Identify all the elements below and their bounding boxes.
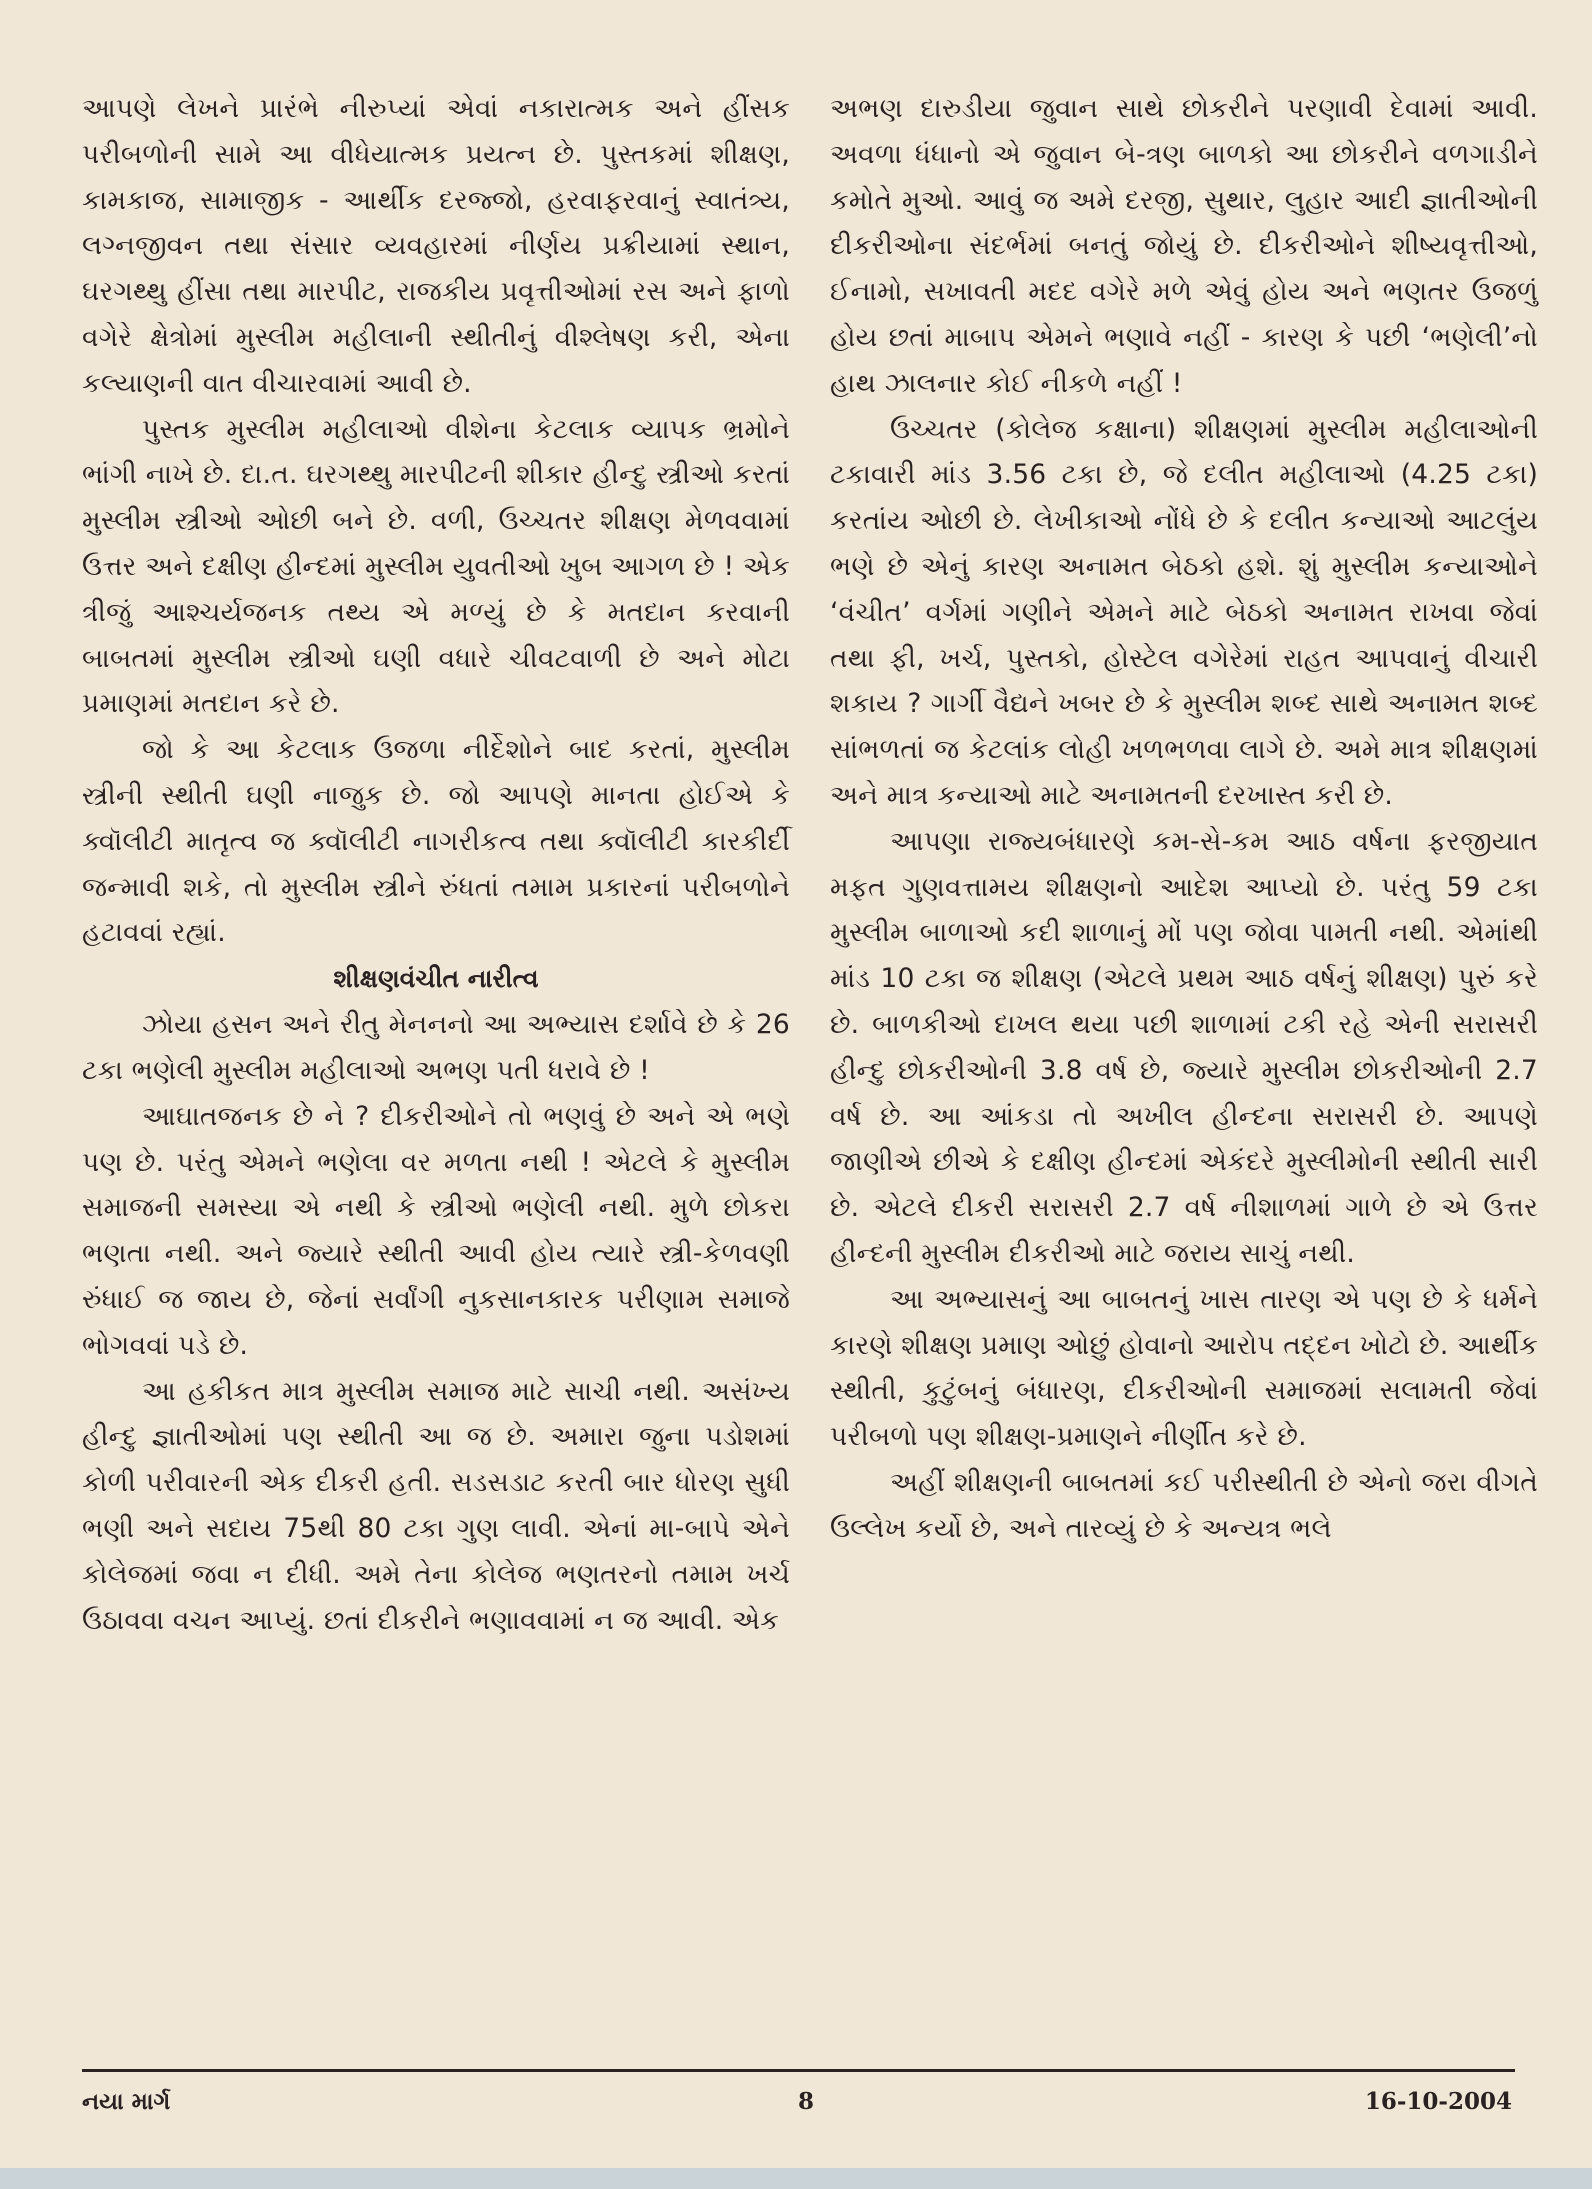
paragraph: ઝોયા હસન અને રીતુ મેનનનો આ અભ્યાસ દર્શાવે છે કે 26 ટકા ભણેલી મુસ્લીમ મહીલાઓ અભણ પતી ધરાવે છે !: [82, 1009, 790, 1086]
left-column: [82, 86, 790, 1643]
paragraph: જો કે આ કેટલાક ઉજળા નીર્દેશોને બાદ કરતાં, મુસ્લીમ સ્ત્રીની સ્થીતી ઘણી નાજુક છે. જો આપણે માનતા હોઈએ કે ક્વૉલીટી માતૃત્વ જ ક્વૉલીટી નાગરીકત્વ તથા ક્વૉલીટી કારકીર્દી જન્માવી શકે, તો મુસ્લીમ સ્ત્રીને રુંધતાં તમામ પ્રકારનાં પરીબળોને હટાવવાં રહ્યાં.: [82, 734, 790, 949]
paragraph: આઘાતજનક છે ને ? દીકરીઓને તો ભણવું છે અને એ ભણે પણ છે. પરંતુ એમને ભણેલા વર મળતા નથી ! એટલે કે મુસ્લીમ સમાજની સમસ્યા એ નથી કે સ્ત્રીઓ ભણેલી નથી. મુળે છોકરા ભણતા નથી. અને જ્યારે સ્થીતી આવી હોય ત્યારે સ્ત્રી-કેળવણી રુંધાઈ જ જાય છે, જેનાં સર્વાંગી નુકસાનકારક પરીણામ સમાજે ભોગવવાં પડે છે.: [82, 1100, 790, 1361]
paragraph: અભણ દારુડીયા જુવાન સાથે છોકરીને પરણાવી દેવામાં આવી. અવળા ધંધાનો એ જુવાન બે-ત્રણ બાળકો આ છોકરીને વળગાડીને કમોતે મુઓ. આવું જ અમે દરજી, સુથાર, લુહાર આદી જ્ઞાતીઓની દીકરીઓના સંદર્ભમાં બનતું જોયું છે. દીકરીઓને શીષ્યવૃત્તીઓ, ઈનામો, સખાવતી મદદ વગેરે મળે એવું હોય અને ભણતર ઉજળું હોય છતાં માબાપ એમને ભણાવે નહીં - કારણ કે પછી ‘ભણેલી’નો હાથ ઝાલનાર કોઈ નીકળે નહીં !: [830, 93, 1538, 399]
paragraph: આપણે લેખને પ્રારંભે નીરુપ્યાં એવાં નકારાત્મક અને હીંસક પરીબળોની સામે આ વીધેયાત્મક પ્રયત્ન છે. પુસ્તકમાં શીક્ષણ, કામકાજ, સામાજીક - આર્થીક દરજ્જો, હરવાફરવાનું સ્વાતંત્ર્ય, લગ્નજીવન તથા સંસાર વ્યવહારમાં નીર્ણય પ્રક્રીયામાં સ્થાન, ઘરગથ્થુ હીંસા તથા મારપીટ, રાજકીય પ્રવૃત્તીઓમાં રસ અને ફાળો વગેરે ક્ષેત્રોમાં મુસ્લીમ મહીલાની સ્થીતીનું વીશ્લેષણ કરી, એના કલ્યાણની વાત વીચારવામાં આવી છે.: [82, 93, 790, 399]
footer-divider: [82, 2069, 1515, 2072]
page-number: 8: [797, 2088, 814, 2115]
paragraph: આ અભ્યાસનું આ બાબતનું ખાસ તારણ એ પણ છે કે ધર્મને કારણે શીક્ષણ પ્રમાણ ઓછું હોવાનો આરોપ તદ્દન ખોટો છે. આર્થીક સ્થીતી, કુટુંબનું બંધારણ, દીકરીઓની સમાજમાં સલામતી જેવાં પરીબળો પણ શીક્ષણ-પ્રમાણને નીર્ણીત કરે છે.: [830, 1283, 1538, 1453]
section-heading: શીક્ષણવંચીત નારીત્વ: [333, 964, 539, 994]
paragraph: પુસ્તક મુસ્લીમ મહીલાઓ વીશેના કેટલાક વ્યાપક ભ્રમોને ભાંગી નાખે છે. દા.ત. ઘરગથ્થુ મારપીટની શીકાર હીન્દુ સ્ત્રીઓ કરતાં મુસ્લીમ સ્ત્રીઓ ઓછી બને છે. વળી, ઉચ્ચતર શીક્ષણ મેળવવામાં ઉત્તર અને દક્ષીણ હીન્દમાં મુસ્લીમ યુવતીઓ ખુબ આગળ છે ! એક ત્રીજું આશ્ચર્યજનક તથ્ય એ મળ્યું છે કે મતદાન કરવાની બાબતમાં મુસ્લીમ સ્ત્રીઓ ઘણી વધારે ચીવટવાળી છે અને મોટા પ્રમાણમાં મતદાન કરે છે.: [82, 413, 790, 720]
paragraph: ઉચ્ચતર (કોલેજ કક્ષાના) શીક્ષણમાં મુસ્લીમ મહીલાઓની ટકાવારી માંડ 3.56 ટકા છે, જે દલીત મહીલાઓ (4.25 ટકા) કરતાંય ઓછી છે. લેખીકાઓ નોંધે છે કે દલીત કન્યાઓ આટલુંય ભણે છે એનું કારણ અનામત બેઠકો હશે. શું મુસ્લીમ કન્યાઓને ‘વંચીત’ વર્ગમાં ગણીને એમને માટે બેઠકો અનામત રાખવા જેવાં તથા ફી, ખર્ચ, પુસ્તકો, હોસ્ટેલ વગેરેમાં રાહત આપવાનું વીચારી શકાય ? ગાર્ગી વૈદ્યને ખબર છે કે મુસ્લીમ શબ્દ સાથે અનામત શબ્દ સાંભળતાં જ કેટલાંક લોહી ખળભળવા લાગે છે. અમે માત્ર શીક્ષણમાં અને માત્ર કન્યાઓ માટે અનામતની દરખાસ્ત કરી છે.: [830, 413, 1538, 811]
paragraph: આ હકીકત માત્ર મુસ્લીમ સમાજ માટે સાચી નથી. અસંખ્ય હીન્દુ જ્ઞાતીઓમાં પણ સ્થીતી આ જ છે. અમારા જુના પડોશમાં કોળી પરીવારની એક દીકરી હતી. સડસડાટ કરતી બાર ધોરણ સુધી ભણી અને સદાય 75થી 80 ટકા ગુણ લાવી. એનાં મા-બાપે એને કોલેજમાં જવા ન દીધી. અમે તેના કોલેજ ભણતરનો તમામ ખર્ચ ઉઠાવવા વચન આપ્યું. છતાં દીકરીને ભણાવવામાં ન જ આવી. એક: [82, 1375, 790, 1636]
right-column: [830, 86, 1538, 1552]
issue-date: 16-10-2004: [1364, 2088, 1512, 2115]
publication-name: નયા માર્ગ: [82, 2088, 171, 2115]
paragraph: અહીં શીક્ષણની બાબતમાં કઈ પરીસ્થીતી છે એનો જરા વીગતે ઉલ્લેખ કર્યો છે, અને તારવ્યું છે કે અન્યત્ર ભલે: [830, 1466, 1538, 1544]
paragraph: આપણા રાજ્યબંધારણે કમ-સે-કમ આઠ વર્ષના ફરજીયાત મફત ગુણવત્તામય શીક્ષણનો આદેશ આપ્યો છે. પરંતુ 59 ટકા મુસ્લીમ બાળાઓ કદી શાળાનું મોં પણ જોવા પામતી નથી. એમાંથી માંડ 10 ટકા જ શીક્ષણ (એટલે પ્રથમ આઠ વર્ષનું શીક્ષણ) પુરું કરે છે. બાળકીઓ દાખલ થયા પછી શાળામાં ટકી રહે એની સરાસરી હીન્દુ છોકરીઓની 3.8 વર્ષ છે, જ્યારે મુસ્લીમ છોકરીઓની 2.7 વર્ષ છે. આ આંકડા તો અખીલ હીન્દના સરાસરી છે. આપણે જાણીએ છીએ કે દક્ષીણ હીન્દમાં એકંદરે મુસ્લીમોની સ્થીતી સારી છે. એટલે દીકરી સરાસરી 2.7 વર્ષ નીશાળમાં ગાળે છે એ ઉત્તર હીન્દની મુસ્લીમ દીકરીઓ માટે જરાય સાચું નથી.: [830, 825, 1538, 1269]
